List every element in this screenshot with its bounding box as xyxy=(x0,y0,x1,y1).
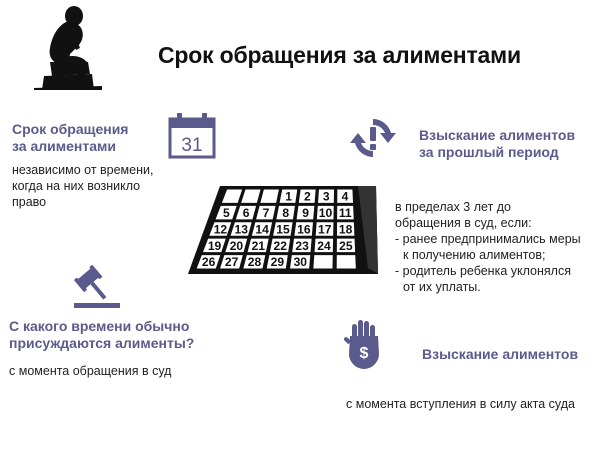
calendar-day-label: 19 xyxy=(207,238,222,253)
heading-line: присуждаются алименты? xyxy=(9,335,195,351)
calendar-day-label: 14 xyxy=(255,222,269,237)
body-line: когда на них возникло xyxy=(12,179,141,193)
calendar-day-number: 31 xyxy=(181,135,203,156)
svg-text:$: $ xyxy=(359,345,369,362)
page-title: Срок обращения за алиментами xyxy=(158,42,521,68)
bottom-left-heading xyxy=(9,318,194,352)
calendar-day-label: 2 xyxy=(304,189,311,204)
heading-line: за прошлый период xyxy=(419,144,559,160)
heading-line: за алиментами xyxy=(12,138,116,154)
calendar-day-label: 1 xyxy=(285,189,292,204)
calendar-day-label: 20 xyxy=(229,238,244,253)
calendar-day-label: 12 xyxy=(213,222,228,237)
body-line: - ранее предпринимались меры xyxy=(395,232,581,246)
calendar-day-label: 22 xyxy=(273,238,287,253)
calendar-day-label: 8 xyxy=(282,206,290,221)
calendar-cell xyxy=(313,255,332,268)
top-right-heading xyxy=(419,127,575,161)
top-left-heading xyxy=(12,121,128,155)
calendar-day-label: 13 xyxy=(234,222,249,237)
calendar-day-label: 10 xyxy=(318,206,333,221)
calendar-day-label: 28 xyxy=(247,255,262,270)
heading-line: Срок обращения xyxy=(12,121,129,137)
body-line: право xyxy=(12,195,47,209)
calendar-day-label: 25 xyxy=(339,238,353,253)
calendar-day-label: 9 xyxy=(302,206,309,221)
calendar-day-label: 30 xyxy=(293,255,308,270)
calendar-day-label: 11 xyxy=(338,206,352,221)
calendar-day-label: 21 xyxy=(251,238,266,253)
top-right-body xyxy=(395,199,581,295)
body-line: обращения в суд, если: xyxy=(395,216,532,230)
calendar-day-label: 3 xyxy=(322,189,330,204)
calendar-31-icon xyxy=(168,113,216,159)
calendar-day-label: 26 xyxy=(201,255,216,270)
heading-line: Взыскание алиментов xyxy=(422,346,579,362)
calendar-day-label: 7 xyxy=(262,206,270,221)
bottom-right-body xyxy=(346,396,575,412)
calendar-day-label: 27 xyxy=(224,255,239,270)
body-line: к получению алиментов; xyxy=(403,248,546,262)
refresh-exclamation-icon xyxy=(348,113,398,163)
calendar-day-label: 4 xyxy=(341,189,349,204)
calendar-cell xyxy=(337,255,356,268)
hand-dollar-icon xyxy=(344,320,384,370)
bottom-right-heading xyxy=(422,346,578,363)
calendar-day-label: 29 xyxy=(270,255,285,270)
body-line: независимо от времени, xyxy=(12,163,154,177)
calendar-day-label: 17 xyxy=(317,222,332,237)
calendar-day-label: 6 xyxy=(242,206,250,221)
calendar-day-label: 15 xyxy=(276,222,290,237)
calendar-day-label: 5 xyxy=(222,206,230,221)
heading-line: С какого времени обычно xyxy=(9,318,190,334)
calendar-day-label: 23 xyxy=(295,238,309,253)
top-left-body xyxy=(12,162,153,210)
calendar-day-label: 24 xyxy=(317,238,331,253)
body-line: - родитель ребенка уклонялся xyxy=(395,264,571,278)
thinker-statue-icon xyxy=(28,2,108,90)
calendar-day-label: 16 xyxy=(297,222,311,237)
calendar-day-label: 18 xyxy=(338,222,353,237)
body-line: в пределах 3 лет до xyxy=(395,200,512,214)
heading-line: Взыскание алиментов xyxy=(419,127,576,143)
body-line: с момента вступления в силу акта суда xyxy=(346,397,575,411)
body-line: от их уплаты. xyxy=(403,280,481,294)
gavel-icon xyxy=(70,265,122,309)
bottom-left-body xyxy=(9,363,171,379)
calendar-grid-icon xyxy=(182,182,382,282)
body-line: с момента обращения в суд xyxy=(9,364,172,378)
